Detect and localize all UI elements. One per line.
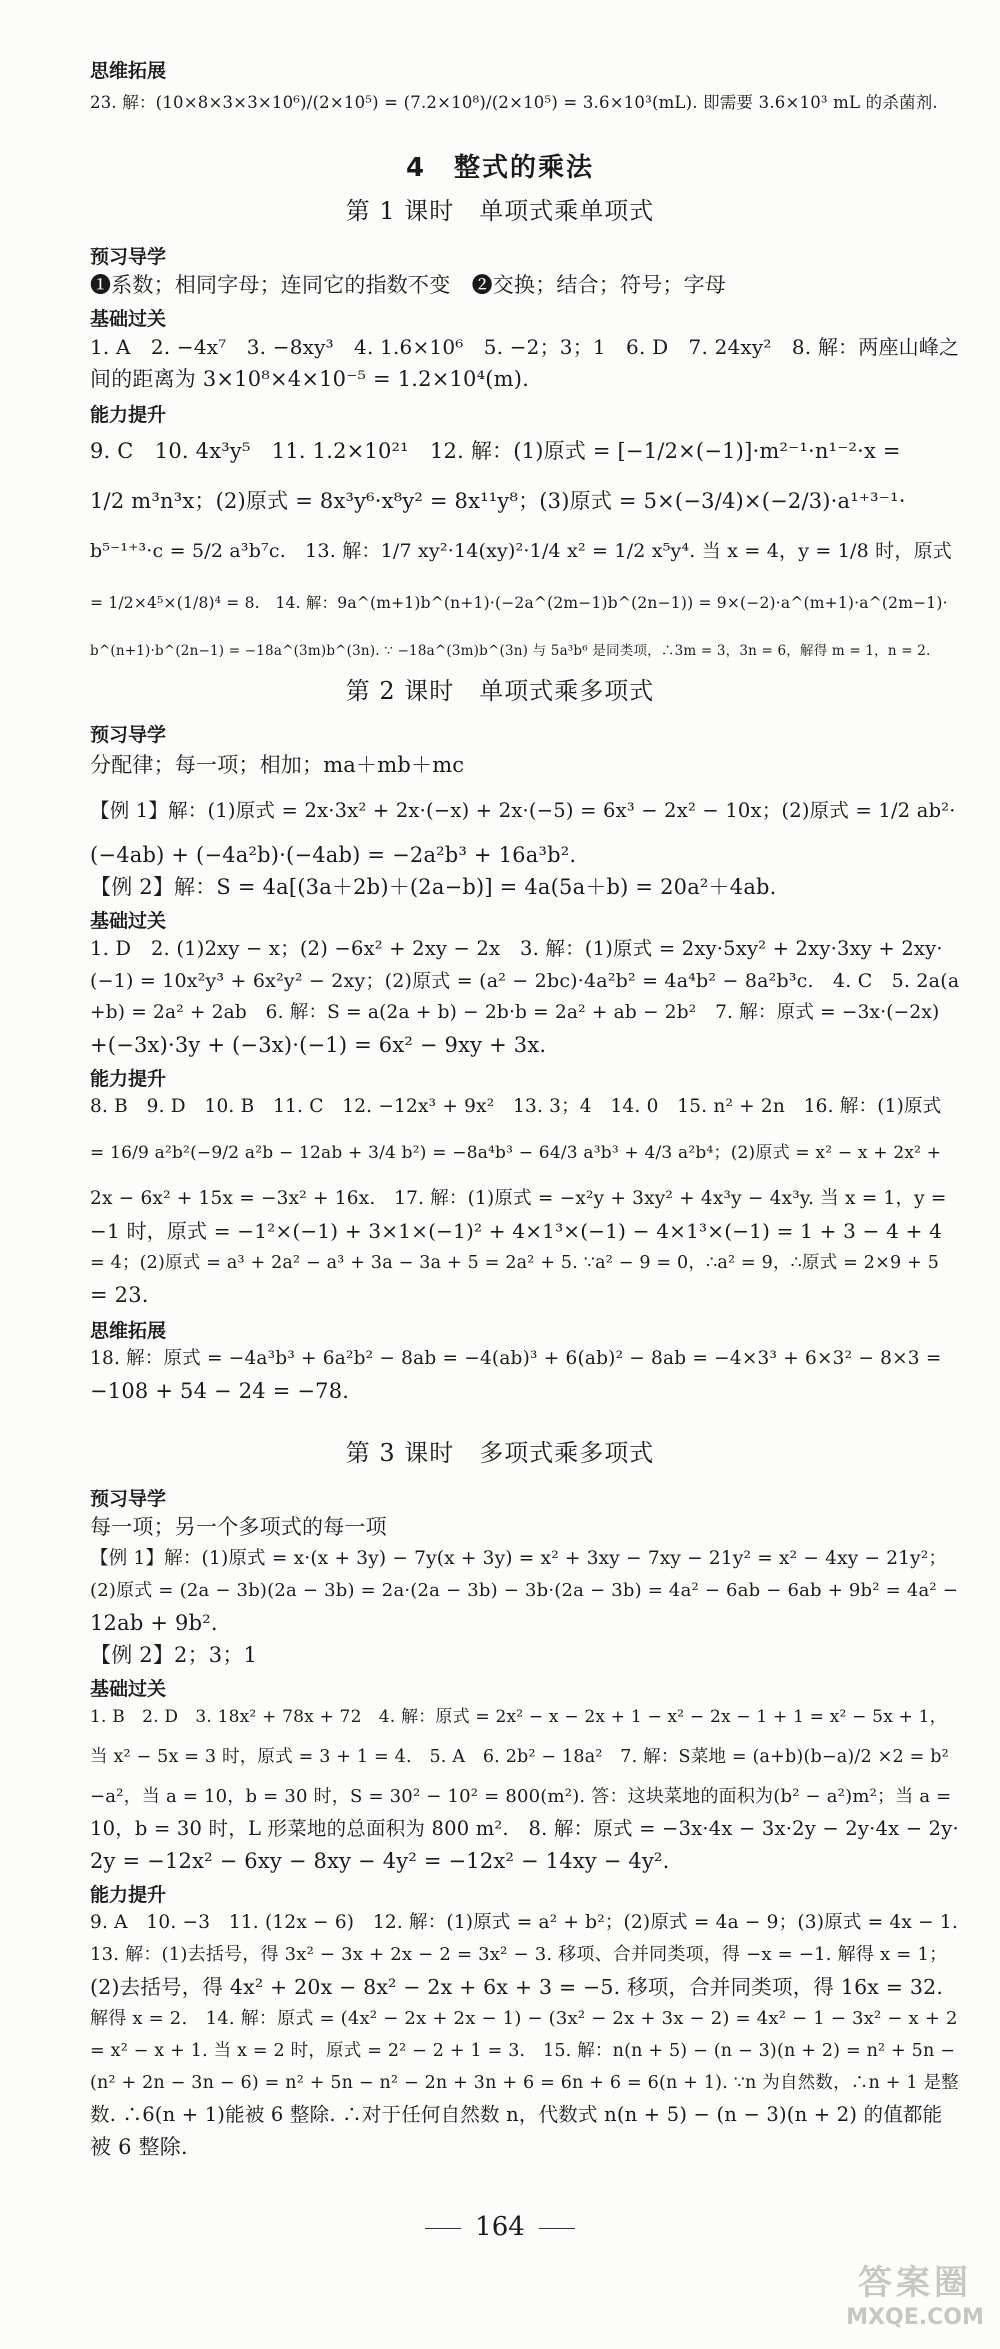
page-number-text: 164	[475, 2212, 525, 2242]
answer-line: = x² − x + 1. 当 x = 2 时，原式 = 2² − 2 + 1 = 3. 15. 解：n(n + 5) − (n − 3)(n + 2) = n² + 5n −	[90, 2041, 956, 2061]
answer-line: −108 + 54 − 24 = −78.	[90, 1379, 350, 1403]
section-heading: 基础过关	[90, 1678, 167, 1700]
lesson-title: 第 3 课时 多项式乘多项式	[345, 1439, 655, 1467]
answer-line: 数. ∴6(n + 1)能被 6 整除. ∴对于任何自然数 n，代数式 n(n + 5) − (n − 3)(n + 2) 的值都能	[90, 2103, 943, 2126]
answer-line: 【例 2】2；3；1	[90, 1643, 258, 1667]
answer-line: 13. 解：(1)去括号，得 3x² − 3x + 2x − 2 = 3x² − 3. 移项、合并同类项，得 −x = −1. 解得 x = 1；	[90, 1944, 948, 1965]
chapter-title: 4 整式的乘法	[405, 153, 595, 183]
answer-line: 2y = −12x² − 6xy − 8xy − 4y² = −12x² − 14xy − 4y².	[90, 1849, 670, 1873]
answer-line: 每一项；另一个多项式的每一项	[90, 1515, 387, 1539]
answer-line: 间的距离为 3×10⁸×4×10⁻⁵ = 1.2×10⁴(m).	[90, 367, 530, 391]
answer-line: 18. 解：原式 = −4a³b³ + 6a²b² − 8ab = −4(ab)³ + 6(ab)² − 8ab = −4×3³ + 6×3² − 8×3 =	[90, 1348, 942, 1369]
answer-line: 10，b = 30 时，L 形菜地的总面积为 800 m². 8. 解：原式 = −3x·4x − 3x·2y − 2y·4x − 2y·	[90, 1817, 959, 1840]
answer-line: +b) = 2a² + 2ab 6. 解：S = a(2a + b) − 2b·b = 2a² + ab − 2b² 7. 解：原式 = −3x·(−2x)	[90, 1002, 940, 1023]
answer-line: 当 x² − 5x = 3 时，原式 = 3 + 1 = 4. 5. A 6. 2b² − 18a² 7. 解：S菜地 = (a+b)(b−a)/2 ×2 = b²	[90, 1747, 949, 1767]
watermark-site-text: MXQE.COM	[846, 2305, 984, 2330]
section-heading: 基础过关	[90, 308, 167, 330]
watermark-logo-text: 答案圈	[858, 2263, 972, 2303]
lesson-title: 第 1 课时 单项式乘单项式	[345, 197, 655, 225]
answer-line: 1. A 2. −4x⁷ 3. −8xy³ 4. 1.6×10⁶ 5. −2；3；1 6. D 7. 24xy² 8. 解：两座山峰之	[90, 335, 960, 359]
answer-line: (−1) = 10x²y³ + 6x²y² − 2xy；(2)原式 = (a² − 2bc)·4a²b² = 4a⁴b² − 8a²b³c. 4. C 5. 2a(a	[90, 970, 960, 992]
answer-line: 1. B 2. D 3. 18x² + 78x + 72 4. 解：原式 = 2x² − x − 2x + 1 − x² − 2x − 1 + 1 = x² − 5x + 1，	[90, 1707, 947, 1727]
answer-line: b^(n+1)·b^(2n−1) = −18a^(3m)b^(3n). ∵ −18a^(3m)b^(3n) 与 5a³b⁶ 是同类项，∴3m = 3，3n = 6，解得 m = 1，n = 2.	[90, 643, 931, 659]
watermark-logo	[840, 2261, 990, 2341]
answer-line: 1. D 2. (1)2xy − x；(2) −6x² + 2xy − 2x 3. 解：(1)原式 = 2xy·5xy² + 2xy·3xy + 2xy·	[90, 937, 943, 960]
answer-line: (2)去括号，得 4x² + 20x − 8x² − 2x + 6x + 3 = −5. 移项，合并同类项，得 16x = 32.	[90, 1975, 944, 1999]
answer-line: 23. 解：(10×8×3×3×10⁶)/(2×10⁵) = (7.2×10⁸)/(2×10⁵) = 3.6×10³(mL). 即需要 3.6×10³ mL 的杀菌剂.	[90, 93, 938, 112]
answer-line: = 16/9 a²b²(−9/2 a²b − 12ab + 3/4 b²) = −8a⁴b³ − 64/3 a³b³ + 4/3 a²b⁴；(2)原式 = x² − x + 2x² +	[90, 1143, 942, 1163]
answer-line: 8. B 9. D 10. B 11. C 12. −12x³ + 9x² 13. 3；4 14. 0 15. n² + 2n 16. 解：(1)原式	[90, 1096, 942, 1117]
answer-line: (n² + 2n − 3n − 6) = n² + 5n − n² − 2n + 3n + 6 = 6n + 6 = 6(n + 1). ∵n 为自然数，∴n + 1 是整	[90, 2073, 959, 2093]
answer-line: −a²，当 a = 10，b = 30 时，S = 30² − 10² = 800(m²). 答：这块菜地的面积为(b² − a²)m²；当 a =	[90, 1786, 952, 1807]
answer-line: 分配律；每一项；相加；ma＋mb＋mc	[90, 753, 465, 777]
answer-line: −1 时，原式 = −1²×(−1) + 3×1×(−1)² + 4×1³×(−1) − 4×1³×(−1) = 1 + 3 − 4 + 4	[90, 1219, 943, 1243]
answer-line: b⁵⁻¹⁺³·c = 5/2 a³b⁷c. 13. 解：1/7 xy²·14(xy)²·1/4 x² = 1/2 x⁵y⁴. 当 x = 4，y = 1/8 时，原式	[90, 540, 952, 562]
section-heading: 能力提升	[90, 1884, 167, 1906]
answer-line: 解得 x = 2. 14. 解：原式 = (4x² − 2x + 2x − 1) − (3x² − 2x + 3x − 2) = 4x² − 1 − 3x² − x + 2	[90, 2008, 958, 2029]
section-heading: 能力提升	[90, 1068, 167, 1090]
answer-line: 9. C 10. 4x³y⁵ 11. 1.2×10²¹ 12. 解：(1)原式 = [−1/2×(−1)]·m²⁻¹·n¹⁻²·x =	[90, 439, 901, 463]
answer-line: 2x − 6x² + 15x = −3x² + 16x. 17. 解：(1)原式 = −x²y + 3xy² + 4x³y − 4x³y. 当 x = 1，y =	[90, 1188, 947, 1209]
section-heading: 预习导学	[90, 246, 167, 268]
answer-line: 被 6 整除.	[90, 2135, 188, 2159]
section-heading: 思维拓展	[90, 60, 167, 82]
answer-line: 9. A 10. −3 11. (12x − 6) 12. 解：(1)原式 = a² + b²；(2)原式 = 4a − 9；(3)原式 = 4x − 1.	[90, 1912, 958, 1933]
section-heading: 预习导学	[90, 724, 167, 746]
page-number	[0, 2210, 1000, 2244]
answer-line: ❶系数；相同字母；连同它的指数不变 ❷交换；结合；符号；字母	[90, 273, 726, 297]
answer-line: = 4；(2)原式 = a³ + 2a² − a³ + 3a − 3a + 5 = 2a² + 5. ∵a² − 9 = 0，∴a² = 9，∴原式 = 2×9 + 5	[90, 1253, 940, 1273]
answer-line: 12ab + 9b².	[90, 1611, 218, 1635]
answer-line: +(−3x)·3y + (−3x)·(−1) = 6x² − 9xy + 3x.	[90, 1033, 547, 1057]
lesson-title: 第 2 课时 单项式乘多项式	[345, 677, 655, 705]
answer-line: 【例 1】解：(1)原式 = x·(x + 3y) − 7y(x + 3y) = x² + 3xy − 7xy − 21y² = x² − 4xy − 21y²；	[90, 1548, 948, 1569]
answer-line: 1/2 m³n³x；(2)原式 = 8x³y⁶·x⁸y² = 8x¹¹y⁸；(3)原式 = 5×(−3/4)×(−2/3)·a¹⁺³⁻¹·	[90, 489, 906, 513]
answer-line: (−4ab) + (−4a²b)·(−4ab) = −2a²b³ + 16a³b².	[90, 843, 577, 867]
answer-line: 【例 2】解：S = 4a[(3a＋2b)＋(2a−b)] = 4a(5a＋b) = 20a²＋4ab.	[90, 875, 777, 899]
section-heading: 思维拓展	[90, 1320, 167, 1342]
answer-line: 【例 1】解：(1)原式 = 2x·3x² + 2x·(−x) + 2x·(−5) = 6x³ − 2x² − 10x；(2)原式 = 1/2 ab²·	[90, 799, 956, 822]
section-heading: 能力提升	[90, 404, 167, 426]
answer-line: = 23.	[90, 1283, 149, 1307]
answer-line: = 1/2×4⁵×(1/8)⁴ = 8. 14. 解：9a^(m+1)b^(n+1)·(−2a^(2m−1)b^(2n−1)) = 9×(−2)·a^(m+1)·a^(2m−1)·	[90, 594, 948, 612]
section-heading: 预习导学	[90, 1488, 167, 1510]
answer-line: (2)原式 = (2a − 3b)(2a − 3b) = 2a·(2a − 3b) − 3b·(2a − 3b) = 4a² − 6ab − 6ab + 9b² = 4a² −	[90, 1580, 959, 1601]
section-heading: 基础过关	[90, 910, 167, 932]
